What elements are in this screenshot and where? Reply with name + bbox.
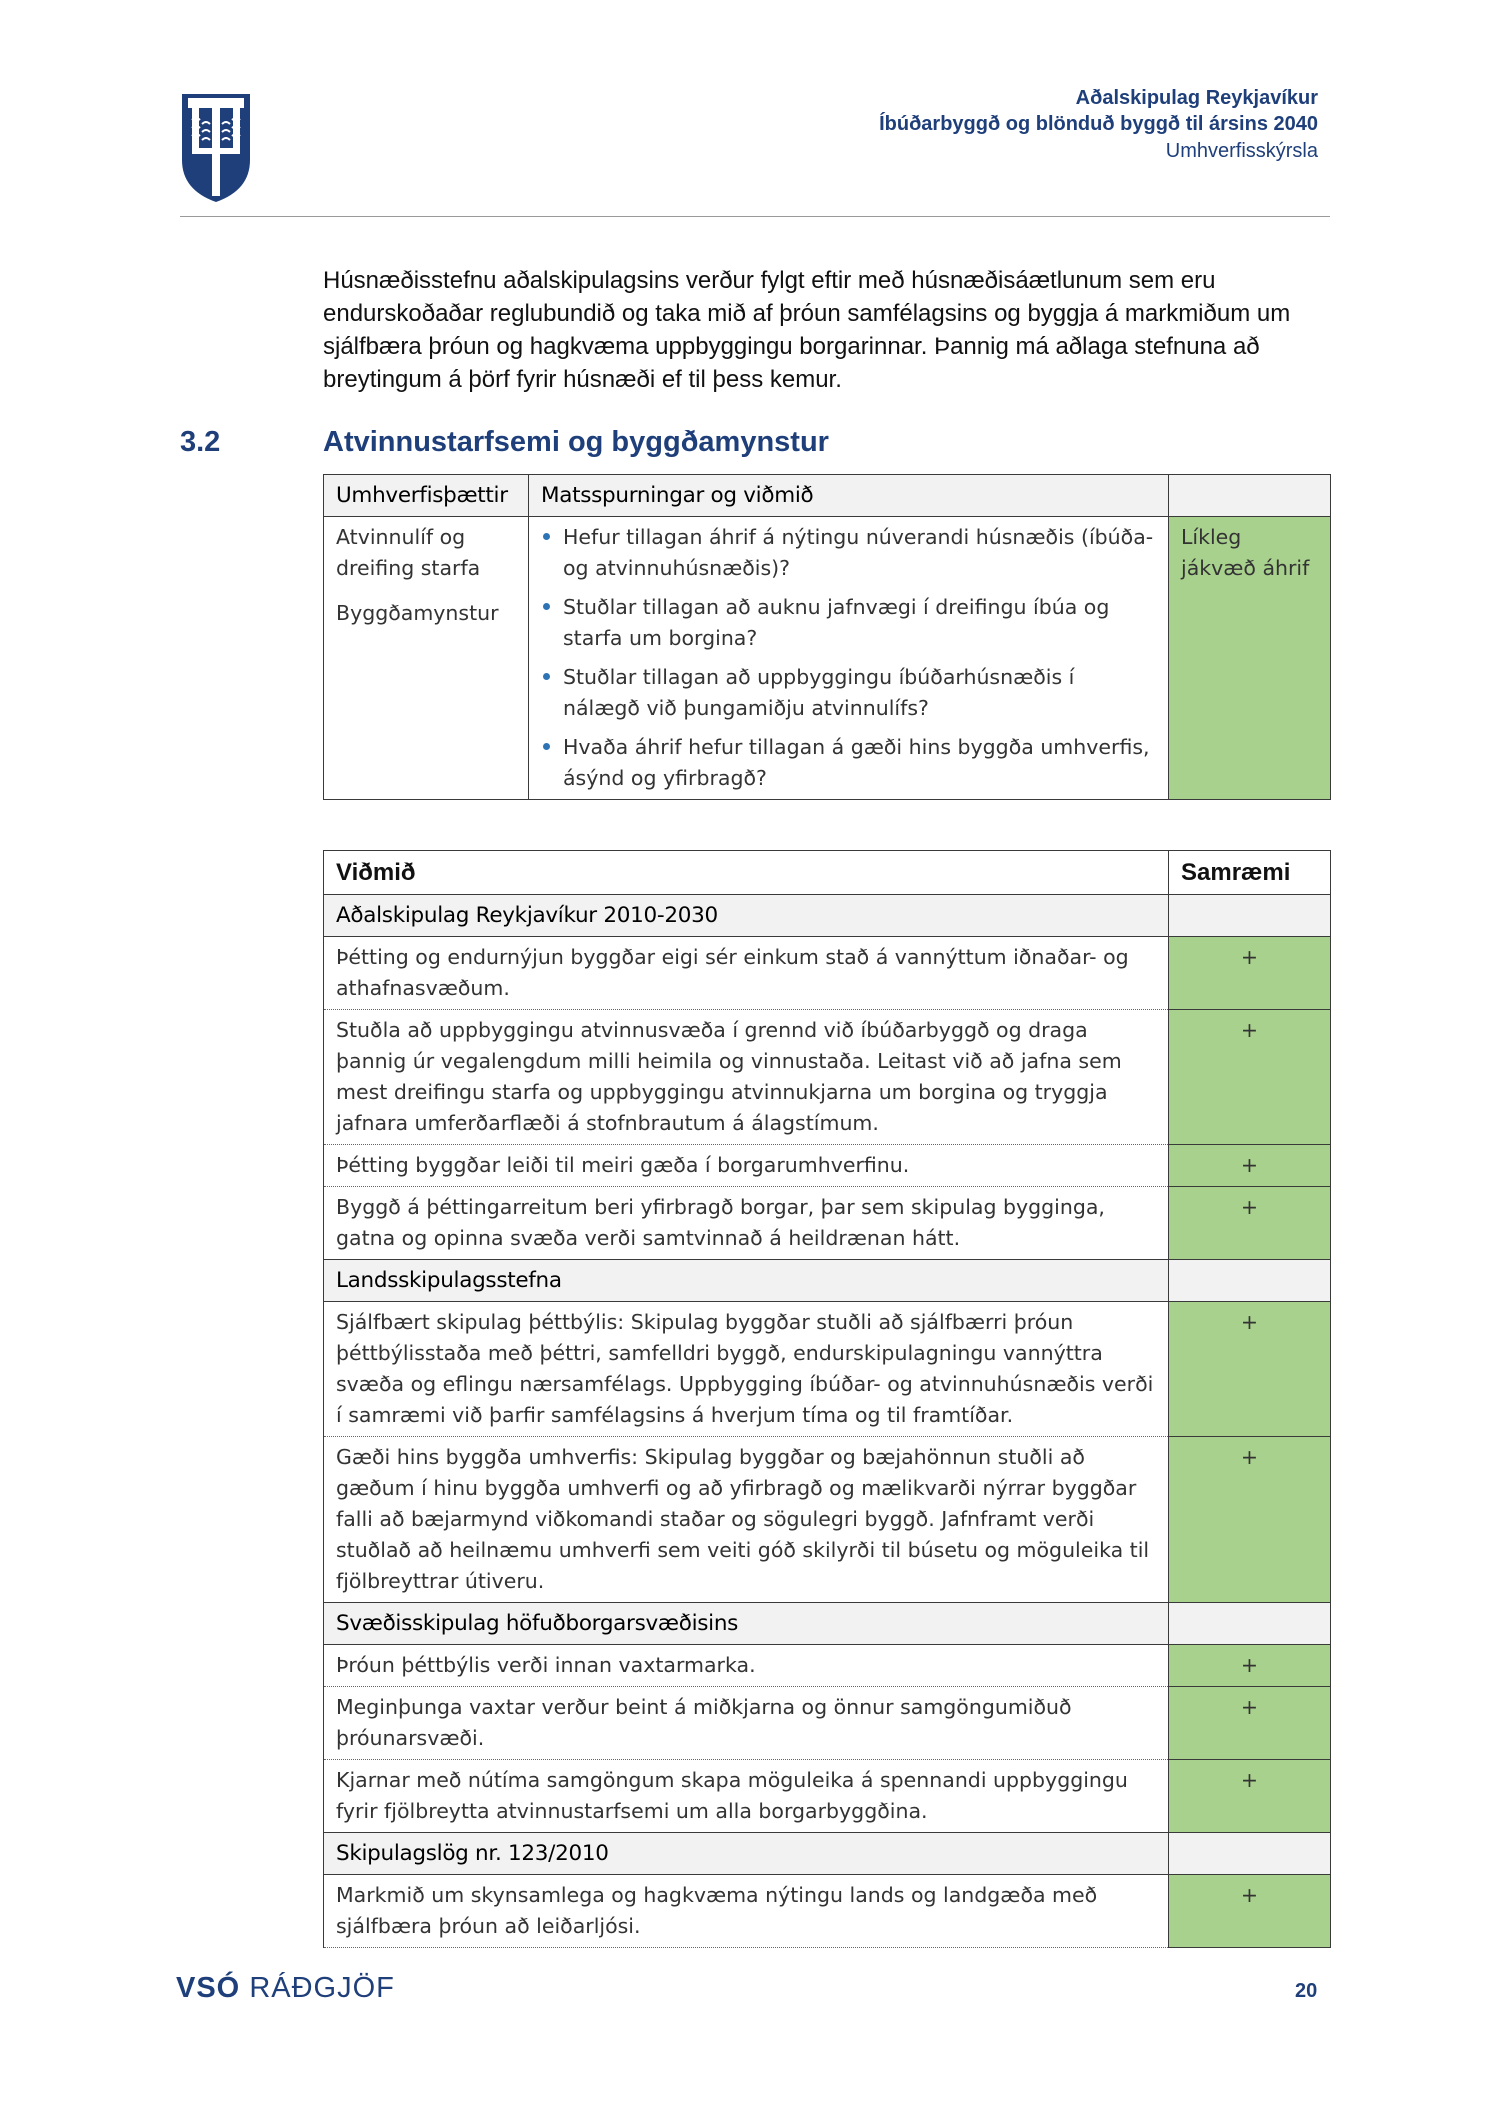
header-title: Aðalskipulag Reykjavíkur: [1075, 87, 1318, 109]
question-item: Stuðlar tillagan að auknu jafnvægi í dreifingu íbúa og starfa um borgina?: [541, 592, 1156, 654]
question-item: Hefur tillagan áhrif á nýtingu núverandi húsnæðis (íbúða- og atvinnuhúsnæðis)?: [541, 522, 1156, 584]
criteria-text: Þétting byggðar leiði til meiri gæða í borgarumhverfinu.: [324, 1145, 1169, 1187]
group-title: Aðalskipulag Reykjavíkur 2010-2030: [324, 895, 1169, 937]
assessment-table-row: [324, 517, 1331, 800]
conformity-mark: +: [1169, 1437, 1331, 1603]
criteria-table: [323, 850, 1331, 1948]
header-divider: [180, 216, 1330, 217]
group-title-row: [324, 1260, 1331, 1302]
group-title-row: [324, 1603, 1331, 1645]
assessment-table: [323, 474, 1331, 800]
criteria-text: Markmið um skynsamlega og hagkvæma nýtingu lands og landgæða með sjálfbæra þróun að leiðarljósi.: [324, 1875, 1169, 1948]
section-title: Atvinnustarfsemi og byggðamynstur: [323, 426, 829, 458]
intro-paragraph: Húsnæðisstefnu aðalskipulagsins verður fylgt eftir með húsnæðisáætlunum sem eru endurskoðaðar reglubundið og taka mið af þróun samfélagsins og byggja á markmiðum um sjálfbæra þróun og hagkvæma uppbyggingu borgarinnar. Þannig má aðlaga stefnuna að breytingum á þörf fyrir húsnæði ef til þess kemur.: [323, 267, 1291, 393]
reykjavik-crest-logo: [180, 92, 252, 204]
criteria-row: [324, 1145, 1331, 1187]
conformity-mark: +: [1169, 1645, 1331, 1687]
page-number: 20: [1295, 1980, 1318, 2002]
criteria-row: [324, 1645, 1331, 1687]
conformity-mark: +: [1169, 937, 1331, 1010]
group-title-row: [324, 1833, 1331, 1875]
footer-brand-bold: VSÓ: [176, 1972, 241, 2004]
header-criteria: Viðmið: [324, 851, 1169, 895]
criteria-text: Sjálfbært skipulag þéttbýlis: Skipulag byggðar stuðli að sjálfbærri þróun þéttbýlisstaða með þéttri, samfelldri byggð, endurskipulagningu vannýttra svæða og eflingu nærsamfélags. Uppbygging íbúðar- og atvinnuhúsnæðis verði í samræmi við þarfir samfélagsins á hverjum tíma og til framtíðar.: [324, 1302, 1169, 1437]
factor-item: Atvinnulíf og dreifing starfa: [336, 525, 481, 580]
criteria-text: Gæði hins byggða umhverfis: Skipulag byggðar og bæjahönnun stuðli að gæðum í hinu byggða umhverfi og að yfirbragð og mælikvarði nýrrar byggðar falli að bæjarmynd viðkomandi staðar og sögulegri byggð. Jafnframt verði stuðlað að heilnæmu umhverfi sem veiti góð skilyrði til búsetu og möguleika til fjölbreyttrar útiveru.: [324, 1437, 1169, 1603]
criteria-row: [324, 937, 1331, 1010]
criteria-table-header: [324, 851, 1331, 895]
criteria-row: [324, 1302, 1331, 1437]
criteria-row: [324, 1437, 1331, 1603]
question-item: Hvaða áhrif hefur tillagan á gæði hins byggða umhverfis, ásýnd og yfirbragð?: [541, 732, 1156, 794]
header-conformity: Samræmi: [1169, 851, 1331, 895]
header-result: [1169, 475, 1331, 517]
factor-item: Byggðamynstur: [336, 601, 499, 625]
footer-brand-rest: RÁÐGJÖF: [249, 1972, 395, 2004]
group-title: Landsskipulagsstefna: [324, 1260, 1169, 1302]
criteria-text: Meginþunga vaxtar verður beint á miðkjarna og önnur samgöngumiðuð þróunarsvæði.: [324, 1687, 1169, 1760]
criteria-text: Byggð á þéttingarreitum beri yfirbragð borgar, þar sem skipulag bygginga, gatna og opinna svæða verði samtvinnað á heildrænan hátt.: [324, 1187, 1169, 1260]
conformity-mark: +: [1169, 1010, 1331, 1145]
group-title-row: [324, 895, 1331, 937]
group-title: Svæðisskipulag höfuðborgarsvæðisins: [324, 1603, 1169, 1645]
conformity-mark: +: [1169, 1875, 1331, 1948]
conformity-mark: +: [1169, 1687, 1331, 1760]
result-cell: Líkleg jákvæð áhrif: [1169, 517, 1331, 800]
header-subtitle: Íbúðarbyggð og blönduð byggð til ársins 2040: [879, 113, 1318, 135]
section-number: 3.2: [180, 426, 221, 458]
criteria-text: Stuðla að uppbyggingu atvinnusvæða í grennd við íbúðarbyggð og draga þannig úr vegalengdum milli heimila og vinnustaða. Leitast við að jafna sem mest dreifingu starfa og uppbyggingu atvinnukjarna um borgina og tryggja jafnara umferðarflæði á stofnbrautum á álagstímum.: [324, 1010, 1169, 1145]
questions-list: [541, 522, 1156, 794]
assessment-table-header: [324, 475, 1331, 517]
conformity-mark: +: [1169, 1187, 1331, 1260]
header-factors: Umhverfisþættir: [324, 475, 529, 517]
criteria-text: Þétting og endurnýjun byggðar eigi sér einkum stað á vannýttum iðnaðar- og athafnasvæðum.: [324, 937, 1169, 1010]
criteria-text: Kjarnar með nútíma samgöngum skapa möguleika á spennandi uppbyggingu fyrir fjölbreytta atvinnustarfsemi um alla borgarbyggðina.: [324, 1760, 1169, 1833]
factors-cell: [324, 517, 529, 800]
questions-cell: [529, 517, 1169, 800]
footer-brand-logo: [176, 1972, 395, 2005]
group-title: Skipulagslög nr. 123/2010: [324, 1833, 1169, 1875]
conformity-mark: +: [1169, 1145, 1331, 1187]
conformity-mark: +: [1169, 1302, 1331, 1437]
header-document-type: Umhverfisskýrsla: [1165, 140, 1318, 162]
criteria-text: Þróun þéttbýlis verði innan vaxtarmarka.: [324, 1645, 1169, 1687]
criteria-row: [324, 1187, 1331, 1260]
criteria-row: [324, 1760, 1331, 1833]
criteria-row: [324, 1875, 1331, 1948]
criteria-row: [324, 1687, 1331, 1760]
conformity-mark: +: [1169, 1760, 1331, 1833]
header-questions: Matsspurningar og viðmið: [529, 475, 1169, 517]
question-item: Stuðlar tillagan að uppbyggingu íbúðarhúsnæðis í nálægð við þungamiðju atvinnulífs?: [541, 662, 1156, 724]
criteria-row: [324, 1010, 1331, 1145]
